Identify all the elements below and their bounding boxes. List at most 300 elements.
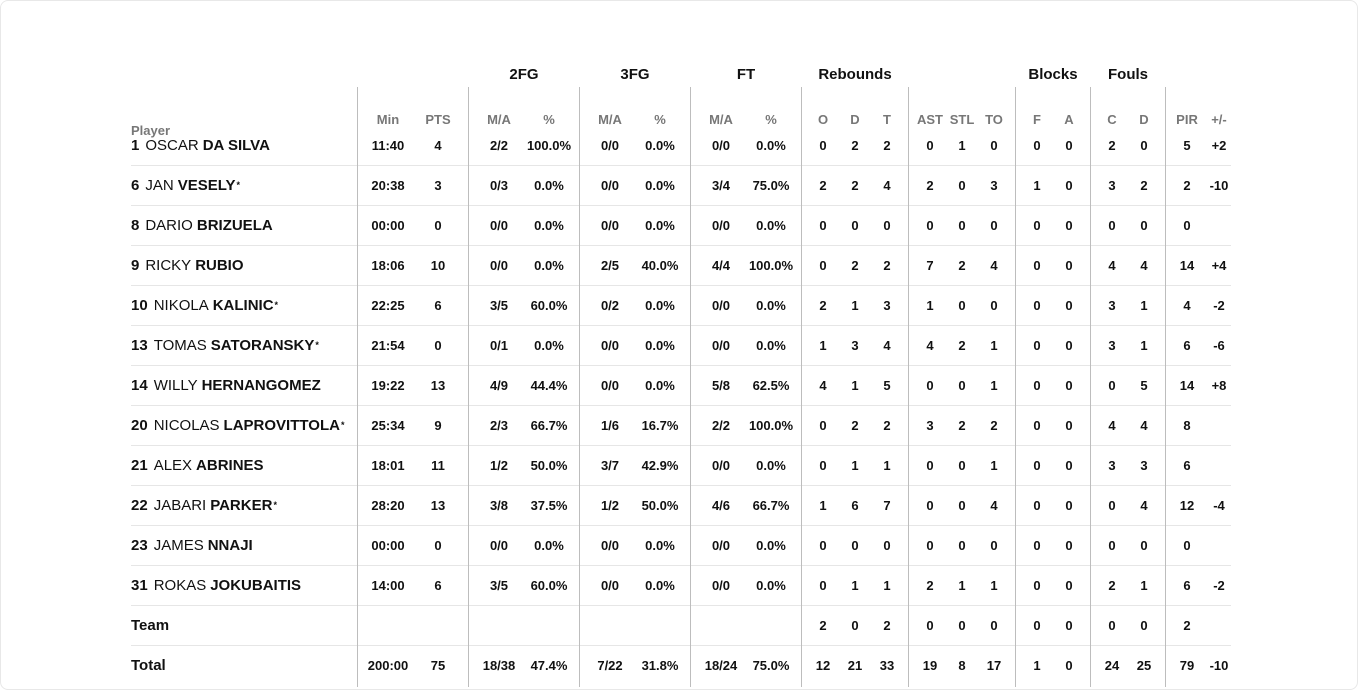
stat-ft-ma: 0/0 <box>711 457 731 473</box>
starter-marker: * <box>236 180 241 190</box>
player-row[interactable] <box>131 245 1231 285</box>
player-number: 14 <box>131 376 148 394</box>
group-header-2fg: 2FG <box>509 65 539 83</box>
stat-foul-d: 0 <box>1140 217 1148 233</box>
stat-2fg-ma: 18/38 <box>482 657 516 673</box>
player-number: 20 <box>131 416 148 434</box>
column-divider <box>1015 87 1016 687</box>
player-last-name: DA SILVA <box>202 136 270 154</box>
stat-reb-d: 6 <box>851 497 859 513</box>
stat-min: 28:20 <box>371 497 405 513</box>
stat-2fg-pct: 44.4% <box>530 377 568 393</box>
stat-3fg-pct: 0.0% <box>645 137 675 153</box>
group-header-rebounds: Rebounds <box>818 65 892 83</box>
stat-pir: 6 <box>1183 457 1191 473</box>
player-first-name: RICKY <box>145 256 192 274</box>
player-number: 31 <box>131 576 148 594</box>
stat-foul-d: 4 <box>1140 257 1148 273</box>
stat-2fg-pct: 60.0% <box>530 297 568 313</box>
stat-pts: 13 <box>430 377 446 393</box>
player-number: 22 <box>131 496 148 514</box>
player-name[interactable] <box>131 325 351 365</box>
stat-ft-pct: 66.7% <box>752 497 790 513</box>
player-name[interactable] <box>131 125 351 165</box>
stat-min: 18:01 <box>371 457 405 473</box>
stat-reb-t: 1 <box>883 577 891 593</box>
stat-2fg-ma: 1/2 <box>489 457 509 473</box>
stat-foul-c: 3 <box>1108 337 1116 353</box>
stat-ast: 0 <box>926 377 934 393</box>
column-header-to: TO <box>985 112 1003 127</box>
stat-to: 1 <box>990 577 998 593</box>
column-header-min: Min <box>376 112 400 127</box>
stat-blk-a: 0 <box>1065 177 1073 193</box>
player-last-name: LAPROVITTOLA <box>223 416 340 434</box>
stat-pts: 10 <box>430 257 446 273</box>
stat-2fg-pct: 0.0% <box>534 337 564 353</box>
stat-pir: 6 <box>1183 577 1191 593</box>
stat-plus-minus: -10 <box>1209 657 1229 673</box>
stat-2fg-ma: 2/2 <box>489 137 509 153</box>
stat-ft-pct: 0.0% <box>756 457 786 473</box>
player-first-name: NIKOLA <box>153 296 209 314</box>
stat-pts: 6 <box>434 297 442 313</box>
stat-reb-o: 0 <box>819 457 827 473</box>
player-last-name: JOKUBAITIS <box>210 576 302 594</box>
stat-2fg-pct: 60.0% <box>530 577 568 593</box>
stat-2fg-ma: 2/3 <box>489 417 509 433</box>
stat-blk-a: 0 <box>1065 297 1073 313</box>
stat-blk-a: 0 <box>1065 377 1073 393</box>
stat-reb-t: 0 <box>883 217 891 233</box>
stat-stl: 0 <box>958 297 966 313</box>
player-row[interactable] <box>131 205 1231 245</box>
stat-ft-ma: 4/6 <box>711 497 731 513</box>
stat-stl: 0 <box>958 617 966 633</box>
stat-stl: 2 <box>958 417 966 433</box>
player-name[interactable] <box>131 485 351 525</box>
stat-ft-ma: 18/24 <box>704 657 738 673</box>
stat-ft-ma: 0/0 <box>711 337 731 353</box>
column-header-blk-a: A <box>1064 112 1074 127</box>
stat-blk-a: 0 <box>1065 337 1073 353</box>
player-first-name: WILLY <box>153 376 198 394</box>
stat-ft-pct: 0.0% <box>756 577 786 593</box>
stat-3fg-pct: 0.0% <box>645 377 675 393</box>
column-divider <box>1090 87 1091 687</box>
stat-2fg-ma <box>473 605 525 645</box>
stat-blk-a: 0 <box>1065 657 1073 673</box>
stat-3fg-ma: 0/0 <box>600 577 620 593</box>
stat-pir: 8 <box>1183 417 1191 433</box>
stat-plus-minus <box>1193 445 1245 485</box>
stat-blk-a: 0 <box>1065 417 1073 433</box>
stat-blk-f: 0 <box>1033 337 1041 353</box>
stat-3fg-pct: 16.7% <box>641 417 679 433</box>
stat-reb-o: 0 <box>819 137 827 153</box>
stat-2fg-pct: 0.0% <box>534 257 564 273</box>
column-divider <box>690 87 691 687</box>
stat-foul-c: 0 <box>1108 537 1116 553</box>
stat-foul-c: 4 <box>1108 257 1116 273</box>
player-row[interactable] <box>131 365 1231 405</box>
stat-foul-d: 2 <box>1140 177 1148 193</box>
stat-plus-minus: -4 <box>1213 497 1225 513</box>
player-number: 9 <box>131 256 140 274</box>
stat-ast: 19 <box>922 657 938 673</box>
stat-foul-c: 2 <box>1108 137 1116 153</box>
column-header-player: Player <box>131 123 171 138</box>
player-row[interactable] <box>131 325 1231 365</box>
stat-reb-o: 1 <box>819 337 827 353</box>
stat-pir: 6 <box>1183 337 1191 353</box>
player-name[interactable] <box>131 445 351 485</box>
column-header-reb-t: T <box>883 112 891 127</box>
stat-ft-ma: 5/8 <box>711 377 731 393</box>
stat-reb-o: 2 <box>819 617 827 633</box>
column-header-blk-f: F <box>1033 112 1041 127</box>
stat-plus-minus <box>1193 525 1245 565</box>
stat-ft-ma: 0/0 <box>711 137 731 153</box>
player-name[interactable] <box>131 285 351 325</box>
stat-stl: 0 <box>958 537 966 553</box>
stat-3fg-ma: 0/0 <box>600 377 620 393</box>
starter-marker: * <box>315 340 319 350</box>
stat-pts: 0 <box>434 337 442 353</box>
stat-ast: 3 <box>926 417 934 433</box>
stat-3fg-pct: 0.0% <box>645 177 675 193</box>
stat-3fg-ma: 0/0 <box>600 217 620 233</box>
team-row-label: Team <box>131 616 170 634</box>
stat-to: 1 <box>990 337 998 353</box>
column-header-3fg-pct: % <box>654 112 666 127</box>
stat-ft-pct: 0.0% <box>756 217 786 233</box>
stat-reb-d: 1 <box>851 457 859 473</box>
stat-reb-t: 2 <box>883 137 891 153</box>
stat-pir: 2 <box>1183 177 1191 193</box>
stat-blk-a: 0 <box>1065 217 1073 233</box>
stat-reb-t: 1 <box>883 457 891 473</box>
group-header-fouls: Fouls <box>1108 65 1148 83</box>
stat-ast: 2 <box>926 177 934 193</box>
player-first-name: NICOLAS <box>153 416 220 434</box>
stat-pir: 2 <box>1183 617 1191 633</box>
stat-reb-t: 33 <box>879 657 895 673</box>
stat-pir: 0 <box>1183 217 1191 233</box>
stat-ft-pct: 0.0% <box>756 297 786 313</box>
player-last-name: SATORANSKY <box>210 336 315 354</box>
stat-3fg-pct: 0.0% <box>645 297 675 313</box>
stat-reb-t: 4 <box>883 337 891 353</box>
player-number: 13 <box>131 336 148 354</box>
column-header-plus-minus: +/- <box>1211 112 1227 127</box>
player-first-name: TOMAS <box>153 336 207 354</box>
player-row[interactable] <box>131 565 1231 605</box>
column-header-stl: STL <box>949 112 975 127</box>
stat-min: 200:00 <box>367 657 409 673</box>
player-name[interactable] <box>131 165 351 205</box>
starter-marker: * <box>340 420 345 430</box>
stat-pts <box>412 605 464 645</box>
player-last-name: NNAJI <box>207 536 253 554</box>
stat-2fg-ma: 0/3 <box>489 177 509 193</box>
column-header-2fg-ma: M/A <box>487 112 511 127</box>
stat-ft-ma: 0/0 <box>711 537 731 553</box>
stat-to: 0 <box>990 537 998 553</box>
player-last-name: VESELY <box>177 176 236 194</box>
stat-2fg-pct: 50.0% <box>530 457 568 473</box>
stat-pts: 4 <box>434 137 442 153</box>
stat-pir: 4 <box>1183 297 1191 313</box>
stat-3fg-ma <box>584 605 636 645</box>
player-name[interactable] <box>131 525 351 565</box>
stat-pts: 6 <box>434 577 442 593</box>
player-first-name: DARIO <box>145 216 193 234</box>
stat-blk-f: 1 <box>1033 177 1041 193</box>
stat-min: 18:06 <box>371 257 405 273</box>
stat-2fg-pct: 0.0% <box>534 177 564 193</box>
stat-3fg-pct <box>634 605 686 645</box>
player-row[interactable] <box>131 485 1231 525</box>
stat-3fg-ma: 7/22 <box>597 657 623 673</box>
stat-to: 0 <box>990 297 998 313</box>
stat-foul-d: 5 <box>1140 377 1148 393</box>
player-name[interactable] <box>131 205 351 245</box>
stat-2fg-ma: 3/5 <box>489 577 509 593</box>
stat-ast: 0 <box>926 217 934 233</box>
stat-blk-f: 0 <box>1033 537 1041 553</box>
player-name[interactable] <box>131 365 351 405</box>
stat-pts: 13 <box>430 497 446 513</box>
stat-foul-d: 0 <box>1140 137 1148 153</box>
stat-3fg-ma: 0/0 <box>600 177 620 193</box>
stat-reb-t: 2 <box>883 257 891 273</box>
stat-blk-a: 0 <box>1065 577 1073 593</box>
player-name[interactable] <box>131 405 351 445</box>
stat-to: 0 <box>990 217 998 233</box>
player-number: 10 <box>131 296 148 314</box>
stat-3fg-ma: 1/2 <box>600 497 620 513</box>
column-header-foul-c: C <box>1107 112 1117 127</box>
stat-2fg-pct: 66.7% <box>530 417 568 433</box>
stat-foul-c: 2 <box>1108 577 1116 593</box>
player-name[interactable] <box>131 565 351 605</box>
stat-ast: 7 <box>926 257 934 273</box>
stat-reb-d: 0 <box>851 617 859 633</box>
stat-reb-o: 0 <box>819 417 827 433</box>
stat-stl: 0 <box>958 377 966 393</box>
stat-pts: 0 <box>434 217 442 233</box>
column-divider <box>468 87 469 687</box>
stat-reb-d: 2 <box>851 177 859 193</box>
stat-min: 19:22 <box>371 377 405 393</box>
stat-reb-t: 2 <box>883 617 891 633</box>
stat-reb-t: 3 <box>883 297 891 313</box>
stat-blk-f: 0 <box>1033 417 1041 433</box>
stat-ast: 1 <box>926 297 934 313</box>
stat-ast: 4 <box>926 337 934 353</box>
stat-blk-a: 0 <box>1065 457 1073 473</box>
stat-reb-d: 2 <box>851 137 859 153</box>
stat-3fg-ma: 0/0 <box>600 137 620 153</box>
stat-reb-o: 2 <box>819 177 827 193</box>
stat-ast: 0 <box>926 457 934 473</box>
stat-blk-f: 0 <box>1033 377 1041 393</box>
stat-3fg-pct: 0.0% <box>645 337 675 353</box>
stat-3fg-ma: 0/2 <box>600 297 620 313</box>
stat-min: 00:00 <box>371 217 405 233</box>
stat-3fg-ma: 1/6 <box>600 417 620 433</box>
stat-min: 20:38 <box>371 177 405 193</box>
stat-foul-c: 0 <box>1108 617 1116 633</box>
stat-ast: 0 <box>926 137 934 153</box>
stat-3fg-ma: 0/0 <box>600 337 620 353</box>
stat-stl: 1 <box>958 577 966 593</box>
stat-ft-pct: 0.0% <box>756 137 786 153</box>
stat-3fg-pct: 31.8% <box>641 657 679 673</box>
stat-foul-d: 1 <box>1140 577 1148 593</box>
group-header-blocks: Blocks <box>1028 65 1078 83</box>
stat-2fg-ma: 4/9 <box>489 377 509 393</box>
stat-plus-minus <box>1193 205 1245 245</box>
stat-pir: 79 <box>1179 657 1195 673</box>
stat-plus-minus: +4 <box>1211 257 1227 273</box>
player-row[interactable] <box>131 125 1231 165</box>
stat-stl: 0 <box>958 177 966 193</box>
total-row-label: Total <box>131 656 166 674</box>
stat-blk-f: 0 <box>1033 577 1041 593</box>
column-header-ft-ma: M/A <box>709 112 733 127</box>
stat-reb-d: 1 <box>851 377 859 393</box>
column-divider <box>357 87 358 687</box>
player-first-name: ALEX <box>153 456 193 474</box>
stat-stl: 8 <box>958 657 966 673</box>
stat-blk-f: 0 <box>1033 137 1041 153</box>
stat-blk-a: 0 <box>1065 137 1073 153</box>
stat-ast: 0 <box>926 497 934 513</box>
column-header-reb-d: D <box>850 112 860 127</box>
starter-marker: * <box>273 500 277 510</box>
group-header-row <box>131 61 1231 87</box>
stat-2fg-pct <box>523 605 575 645</box>
stat-foul-d: 25 <box>1136 657 1152 673</box>
stat-pts: 3 <box>434 177 442 193</box>
stat-reb-o: 2 <box>819 297 827 313</box>
player-name[interactable] <box>131 245 351 285</box>
stat-plus-minus: -2 <box>1213 577 1225 593</box>
stat-reb-o: 0 <box>819 217 827 233</box>
stat-plus-minus <box>1193 605 1245 645</box>
stat-stl: 2 <box>958 337 966 353</box>
stat-ft-pct: 75.0% <box>752 177 790 193</box>
stat-3fg-pct: 42.9% <box>641 457 679 473</box>
player-row[interactable] <box>131 165 1231 205</box>
stat-foul-d: 1 <box>1140 297 1148 313</box>
player-number: 23 <box>131 536 148 554</box>
player-row[interactable] <box>131 445 1231 485</box>
stat-pts: 0 <box>434 537 442 553</box>
stat-reb-d: 21 <box>847 657 863 673</box>
stat-blk-f: 0 <box>1033 457 1041 473</box>
stat-foul-c: 24 <box>1104 657 1120 673</box>
stat-to: 1 <box>990 377 998 393</box>
stat-2fg-pct: 0.0% <box>534 217 564 233</box>
column-header-ft-pct: % <box>765 112 777 127</box>
stat-3fg-pct: 50.0% <box>641 497 679 513</box>
stat-3fg-pct: 40.0% <box>641 257 679 273</box>
stat-to: 17 <box>986 657 1002 673</box>
stat-blk-a: 0 <box>1065 497 1073 513</box>
column-header-pts: PTS <box>425 112 451 127</box>
player-last-name: BRIZUELA <box>196 216 273 234</box>
stat-foul-c: 0 <box>1108 217 1116 233</box>
stat-3fg-ma: 2/5 <box>600 257 620 273</box>
stat-reb-d: 1 <box>851 297 859 313</box>
stat-to: 1 <box>990 457 998 473</box>
stat-reb-o: 0 <box>819 257 827 273</box>
stat-ft-pct <box>745 605 797 645</box>
player-row[interactable] <box>131 525 1231 565</box>
stat-reb-d: 3 <box>851 337 859 353</box>
player-number: 1 <box>131 136 140 154</box>
player-row[interactable] <box>131 285 1231 325</box>
stat-2fg-pct: 47.4% <box>530 657 568 673</box>
stat-min: 22:25 <box>371 297 405 313</box>
stat-to: 4 <box>990 257 998 273</box>
stat-ft-ma: 0/0 <box>711 217 731 233</box>
stat-2fg-ma: 0/0 <box>489 537 509 553</box>
stat-stl: 2 <box>958 257 966 273</box>
stat-blk-f: 0 <box>1033 617 1041 633</box>
stat-plus-minus: +8 <box>1211 377 1227 393</box>
stat-to: 4 <box>990 497 998 513</box>
stat-pts: 11 <box>431 457 445 473</box>
stat-blk-f: 0 <box>1033 497 1041 513</box>
player-number: 21 <box>131 456 148 474</box>
stat-plus-minus: +2 <box>1211 137 1227 153</box>
stat-reb-o: 12 <box>815 657 831 673</box>
stat-2fg-ma: 3/8 <box>489 497 509 513</box>
stat-ft-pct: 62.5% <box>752 377 790 393</box>
stat-foul-c: 0 <box>1108 497 1116 513</box>
stat-ft-ma: 0/0 <box>711 577 731 593</box>
player-first-name: OSCAR <box>145 136 199 154</box>
stat-2fg-pct: 37.5% <box>530 497 568 513</box>
stat-foul-c: 3 <box>1108 457 1116 473</box>
column-header-pir: PIR <box>1176 112 1198 127</box>
stat-plus-minus: -2 <box>1213 297 1225 313</box>
stat-ft-ma: 0/0 <box>711 297 731 313</box>
stat-blk-a: 0 <box>1065 537 1073 553</box>
column-header-ast: AST <box>917 112 943 127</box>
stat-reb-d: 1 <box>851 577 859 593</box>
stat-foul-d: 3 <box>1140 457 1148 473</box>
total-row <box>131 645 1231 685</box>
stat-reb-o: 0 <box>819 537 827 553</box>
stat-plus-minus <box>1193 405 1245 445</box>
stat-min: 21:54 <box>371 337 405 353</box>
player-row[interactable] <box>131 405 1231 445</box>
stat-stl: 0 <box>958 497 966 513</box>
stat-stl: 1 <box>958 137 966 153</box>
stat-2fg-ma: 0/0 <box>489 257 509 273</box>
stat-plus-minus: -10 <box>1209 177 1229 193</box>
stat-to: 2 <box>990 417 998 433</box>
stat-pts: 75 <box>430 657 446 673</box>
stat-min: 25:34 <box>371 417 405 433</box>
player-first-name: ROKAS <box>153 576 207 594</box>
stat-min: 14:00 <box>371 577 405 593</box>
